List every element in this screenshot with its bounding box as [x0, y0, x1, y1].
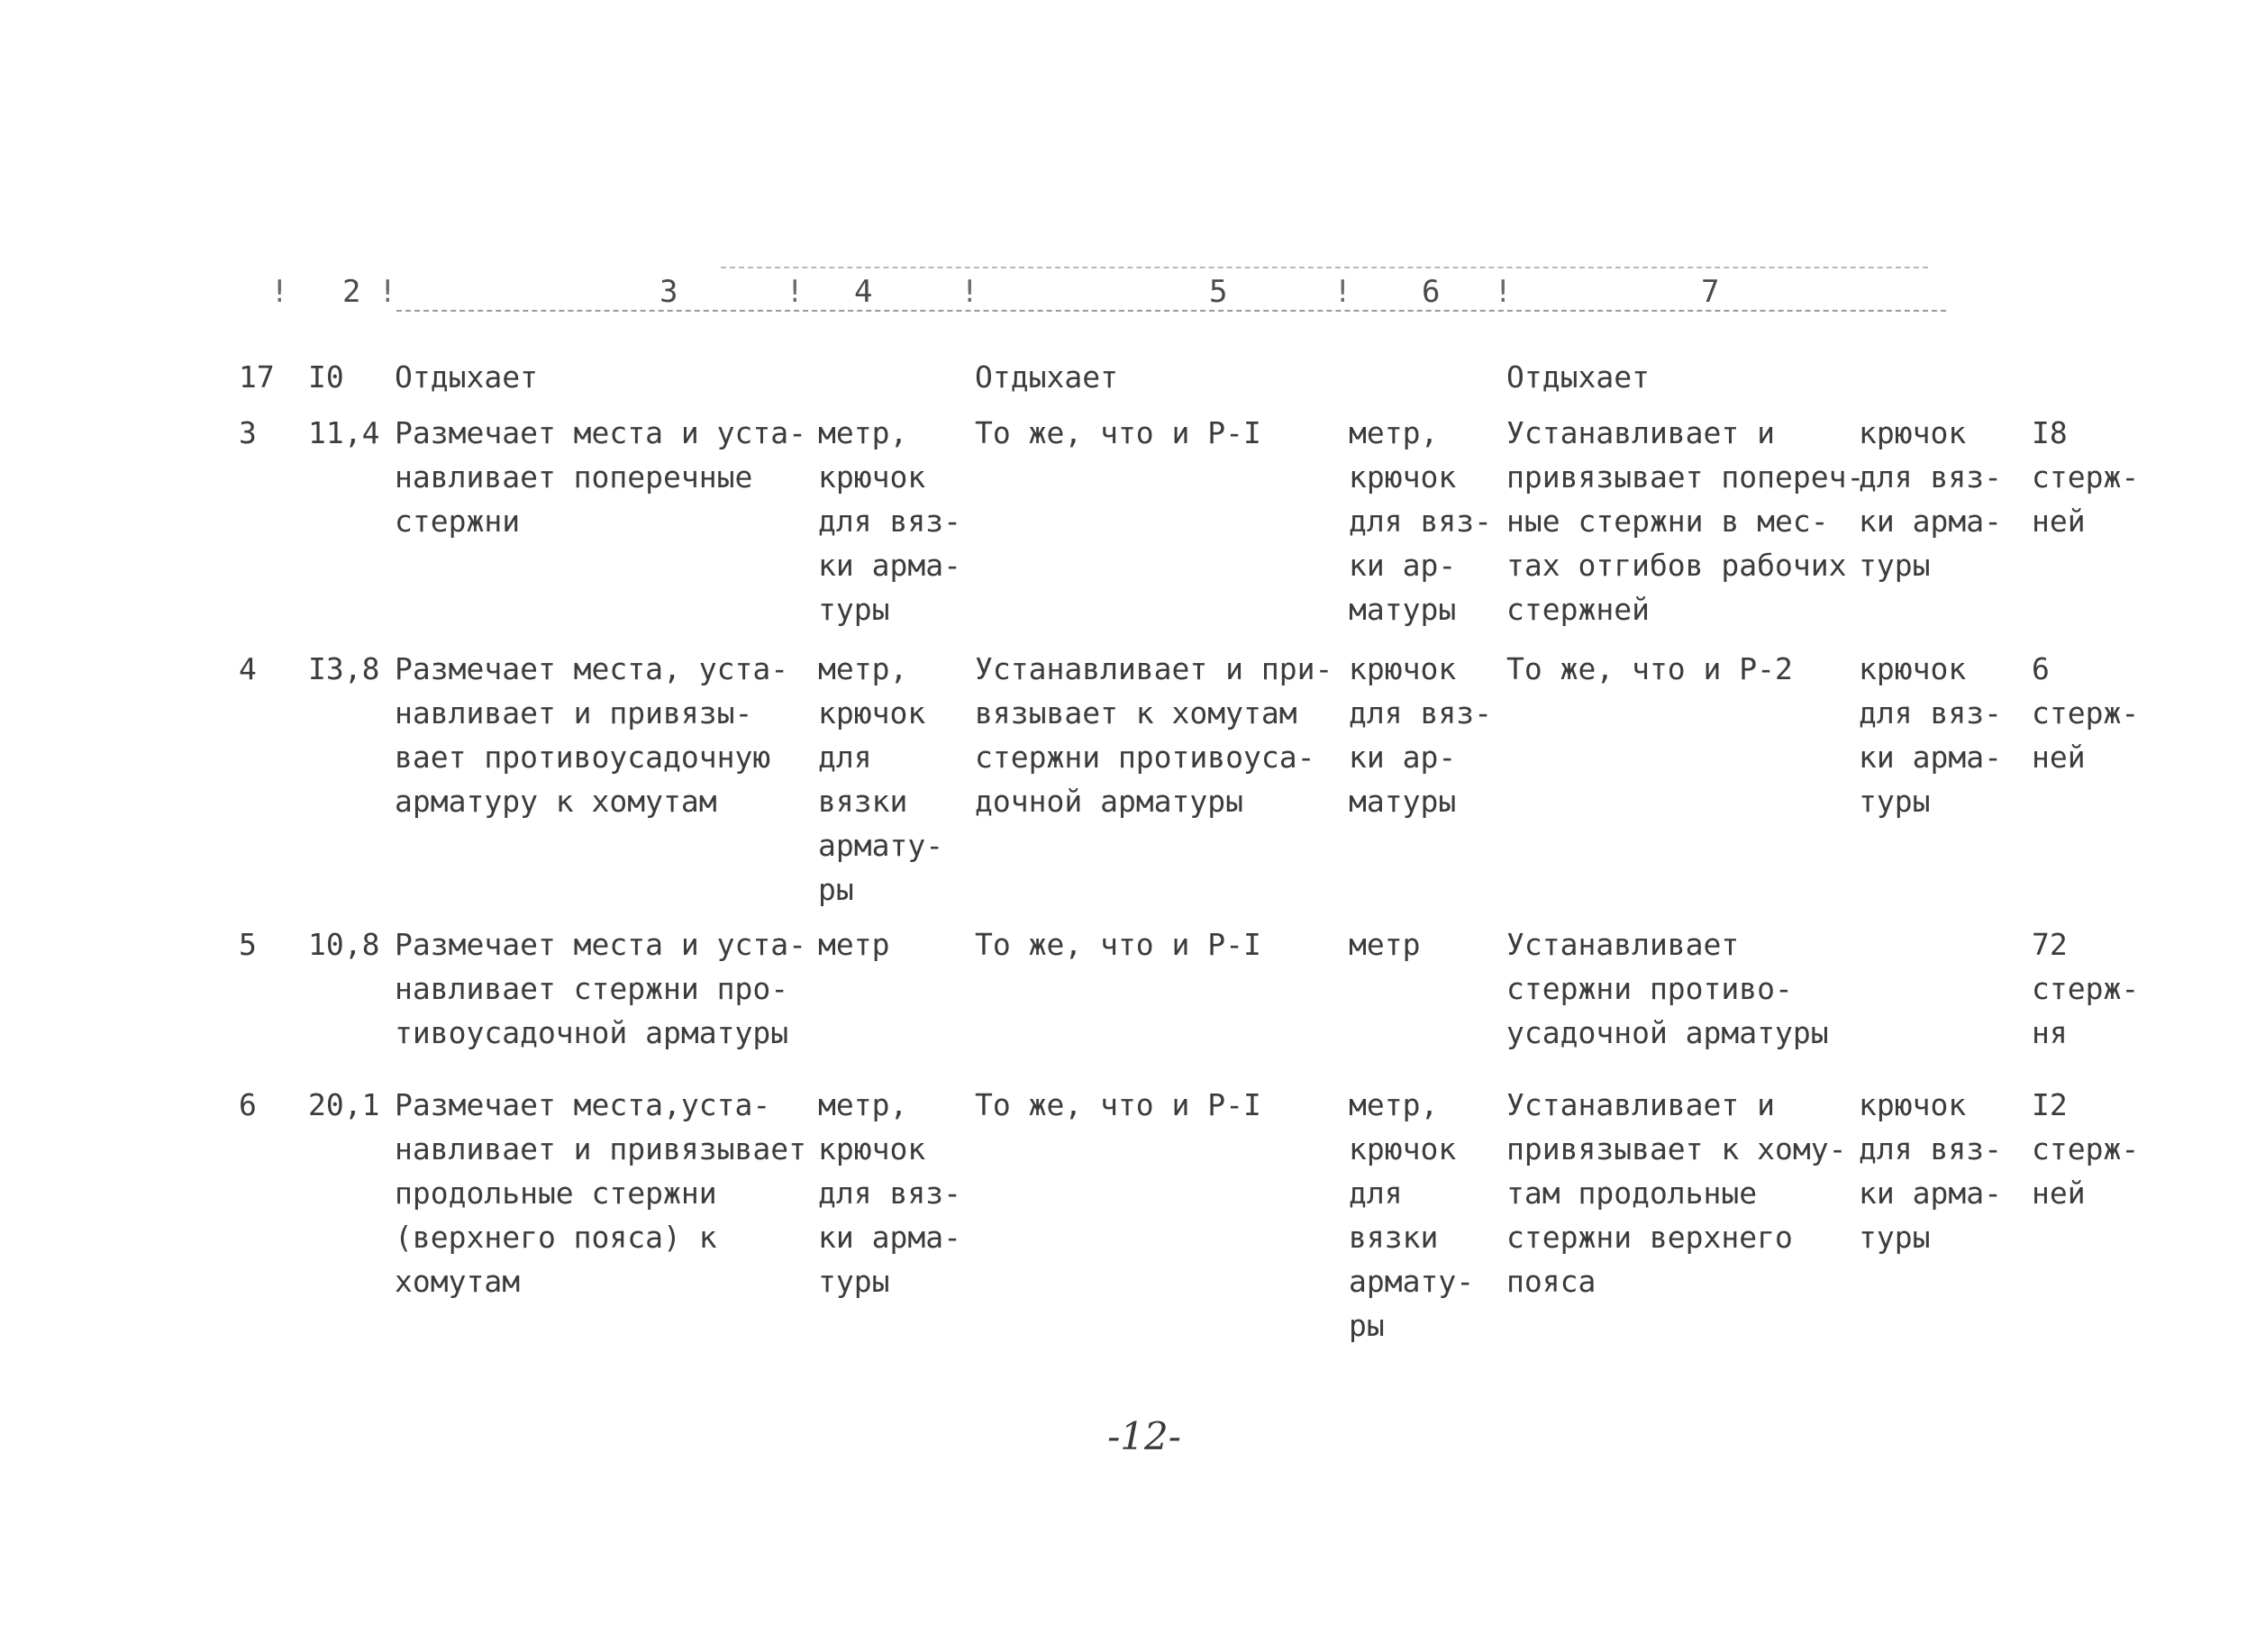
column-number-5: 5	[1209, 274, 1228, 310]
worker-3-operation: Устанавливает и привязывает попереч- ные стержни в мес- тах отгибов рабочих стержней	[1506, 415, 1865, 627]
duration: 20,1	[308, 1087, 380, 1122]
worker-3-operation: То же, что и Р-2	[1506, 651, 1793, 686]
worker-2-operation: Устанавливает и при- вязывает к хомутам стержни противоуса- дочной арматуры	[975, 651, 1333, 819]
worker-2-operation: То же, что и Р-I	[975, 927, 1261, 962]
worker-1-tools: метр, крючок для вяз- ки арма- туры	[818, 415, 961, 627]
quantity: 6 стерж- ней	[2032, 651, 2140, 775]
worker-2-tools: крючок для вяз- ки ар- матуры	[1349, 651, 1492, 819]
column-separator: !	[1333, 274, 1352, 310]
column-number-3: 3	[660, 274, 678, 310]
operation-number: 6	[239, 1087, 257, 1122]
worker-1-operation: Размечает места, уста- навливает и привязы- вает противоусадочную арматуру к хомутам	[395, 651, 789, 819]
worker-2-tools: метр, крючок для вяз- ки ар- матуры	[1349, 415, 1492, 627]
operation-number: 4	[239, 651, 257, 686]
duration: I3,8	[308, 651, 380, 686]
worker-3-tools: крючок для вяз- ки арма- туры	[1859, 1087, 2002, 1255]
worker-2-tools: метр	[1349, 927, 1421, 962]
worker-3-tools: крючок для вяз- ки арма- туры	[1859, 415, 2002, 583]
worker-3-tools: крючок для вяз- ки арма- туры	[1859, 651, 2002, 819]
worker-1-tools: метр	[818, 927, 890, 962]
worker-2-tools: метр, крючок для вязки армату- ры	[1349, 1087, 1475, 1343]
worker-2-operation: Отдыхает	[975, 359, 1118, 395]
column-number-header	[234, 270, 2180, 315]
header-top-rule	[721, 267, 1928, 268]
worker-3-operation: Отдыхает	[1506, 359, 1650, 395]
header-rule	[396, 310, 1946, 312]
worker-1-tools: метр, крючок для вяз- ки арма- туры	[818, 1087, 961, 1299]
quantity: I8 стерж- ней	[2032, 415, 2140, 539]
duration: I0	[308, 359, 344, 395]
column-separator: !	[1494, 274, 1513, 310]
column-separator: !	[270, 274, 289, 310]
duration: 10,8	[308, 927, 380, 962]
worker-1-tools: метр, крючок для вязки армату- ры	[818, 651, 944, 907]
column-separator: !	[786, 274, 805, 310]
worker-2-operation: То же, что и Р-I	[975, 1087, 1261, 1122]
operation-number: 5	[239, 927, 257, 962]
column-number-4: 4	[854, 274, 873, 310]
worker-2-operation: То же, что и Р-I	[975, 415, 1261, 450]
worker-1-operation: Размечает места и уста- навливает поперечные стержни	[395, 415, 806, 539]
operation-number: 17	[239, 359, 275, 395]
column-separator: !	[378, 274, 397, 310]
page-number: -12-	[1107, 1414, 1181, 1458]
worker-3-operation: Устанавливает и привязывает к хому- там продольные стержни верхнего пояса	[1506, 1087, 1847, 1299]
column-separator: !	[960, 274, 979, 310]
column-number-7: 7	[1701, 274, 1720, 310]
worker-3-operation: Устанавливает стержни противо- усадочной арматуры	[1506, 927, 1829, 1050]
column-number-2: 2	[342, 274, 361, 310]
worker-1-operation: Отдыхает	[395, 359, 538, 395]
worker-1-operation: Размечает места,уста- навливает и привязывает продольные стержни (верхнего пояса) к хомутам	[395, 1087, 806, 1299]
worker-1-operation: Размечает места и уста- навливает стержни про- тивоусадочной арматуры	[395, 927, 806, 1050]
duration: 11,4	[308, 415, 380, 450]
quantity: I2 стерж- ней	[2032, 1087, 2140, 1211]
operation-number: 3	[239, 415, 257, 450]
quantity: 72 стерж- ня	[2032, 927, 2140, 1050]
column-number-6: 6	[1422, 274, 1441, 310]
